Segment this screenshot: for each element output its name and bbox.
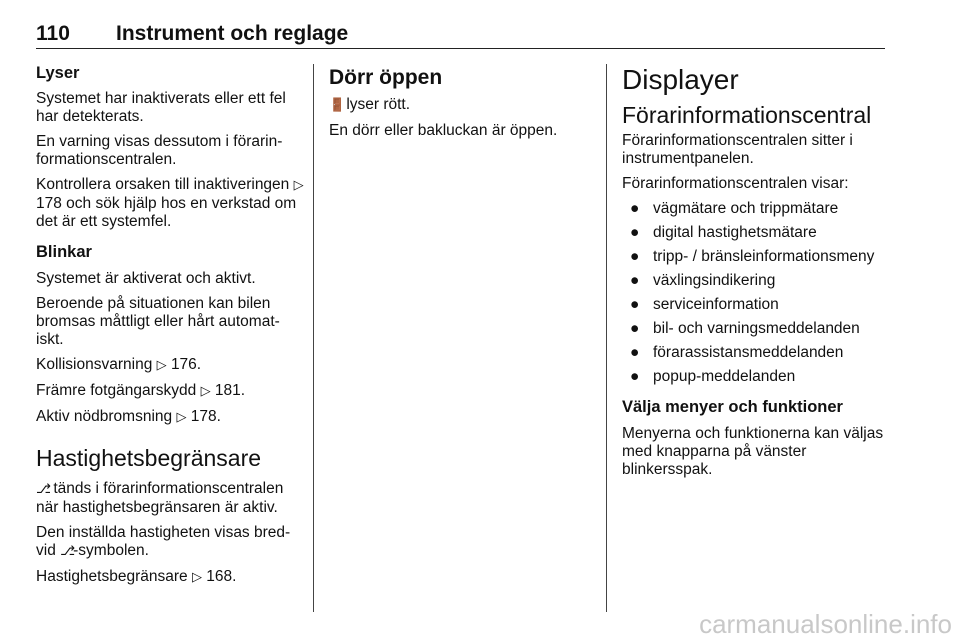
- list-item-text: tripp- / bränsleinformationsmeny: [653, 248, 875, 265]
- door-open-icon: 🚪: [329, 98, 346, 113]
- list-item: [622, 272, 888, 290]
- paragraph-text: Kontrollera orsaken till inaktiveringen: [36, 176, 290, 193]
- paragraph-text: -symbolen.: [73, 542, 149, 559]
- list-item: [622, 296, 888, 314]
- list-item: [622, 320, 888, 338]
- cross-reference: [36, 408, 306, 427]
- bullet-icon: ●: [630, 200, 640, 217]
- cross-reference: [36, 382, 306, 401]
- bullet-icon: ●: [630, 368, 640, 385]
- list-item-text: växlingsindikering: [653, 272, 776, 289]
- list-item-text: popup-meddelanden: [653, 368, 796, 385]
- reference-text: Främre fotgängarskydd: [36, 382, 197, 399]
- reference-page: 178.: [190, 408, 221, 425]
- paragraph-text: 178 och sök hjälp hos en verkstad om det är ett systemfel.: [36, 195, 297, 230]
- bullet-icon: ●: [630, 344, 640, 361]
- page-header: [36, 22, 885, 48]
- page-number: 110: [36, 22, 70, 45]
- reference-page: 168.: [206, 568, 237, 585]
- speed-limiter-icon: ⎇: [36, 482, 51, 497]
- list-item-text: digital hastighetsmätare: [653, 224, 817, 241]
- paragraph: Förarinformationscentralen visar:: [622, 175, 849, 192]
- cross-reference: [36, 568, 306, 587]
- list-item-text: serviceinformation: [653, 296, 779, 313]
- bullet-icon: ●: [630, 296, 640, 313]
- bullet-icon: ●: [630, 224, 640, 241]
- paragraph-text: tänds i förarinformationscentralen när hastighetsbegränsaren är aktiv.: [36, 480, 284, 516]
- column-divider: [606, 64, 607, 612]
- paragraph-text: Den inställda hastigheten visas bred-vid: [36, 524, 291, 559]
- list-item: [622, 344, 888, 362]
- column-left: [36, 64, 306, 594]
- section-heading-lyser: Lyser: [36, 64, 80, 82]
- list-item: [622, 200, 888, 218]
- reference-page: 181.: [214, 382, 246, 399]
- paragraph: En dörr eller bakluckan är öppen.: [329, 122, 558, 139]
- bullet-icon: ●: [630, 272, 640, 289]
- section-heading-blinkar: Blinkar: [36, 243, 92, 261]
- speed-limiter-icon: ⎇: [60, 544, 76, 559]
- section-heading-hastighetsbegransare: Hastighetsbegränsare: [36, 445, 262, 471]
- reference-text: Kollisionsvarning: [36, 356, 153, 373]
- paragraph: [329, 96, 595, 115]
- cross-reference: [36, 356, 306, 375]
- reference-text: Hastighetsbegränsare: [36, 568, 188, 585]
- list-item: [622, 248, 888, 266]
- page-ref-arrow-icon: ▷: [156, 358, 167, 373]
- reference-text: Aktiv nödbromsning: [36, 408, 173, 425]
- bullet-icon: ●: [630, 248, 640, 265]
- bullet-icon: ●: [630, 320, 640, 337]
- column-divider: [313, 64, 314, 612]
- section-heading-displayer: Displayer: [622, 64, 739, 95]
- column-middle: [329, 64, 595, 147]
- watermark: carmanualsonline.info: [699, 609, 952, 639]
- page-ref-arrow-icon: ▷: [191, 570, 202, 585]
- paragraph: Systemet är aktiverat och aktivt.: [36, 270, 256, 287]
- page-ref-arrow-icon: ▷: [200, 384, 211, 399]
- section-heading-valja-menyer: Välja menyer och funktioner: [622, 398, 843, 416]
- bullet-list: [622, 200, 888, 386]
- list-item-text: vägmätare och trippmätare: [653, 200, 839, 217]
- paragraph: [36, 524, 306, 561]
- list-item: [622, 224, 888, 242]
- paragraph: En varning visas dessutom i förarin-formationscentralen.: [36, 133, 283, 168]
- paragraph: Beroende på situationen kan bilen bromsas måttligt eller hårt automat-iskt.: [36, 295, 280, 348]
- paragraph-text: lyser rött.: [346, 96, 411, 113]
- section-subheading-forarinformationscentral: Förarinformationscentral: [622, 102, 872, 128]
- page-ref-arrow-icon: ▷: [176, 410, 187, 425]
- header-rule: [36, 48, 885, 49]
- reference-page: 176.: [170, 356, 202, 373]
- paragraph: Systemet har inaktiverats eller ett fel har detekterats.: [36, 90, 286, 125]
- paragraph: Förarinformationscentralen sitter i instrumentpanelen.: [622, 132, 853, 167]
- page-ref-arrow-icon: ▷: [293, 178, 304, 193]
- list-item-text: bil- och varningsmeddelanden: [653, 320, 860, 337]
- list-item: [622, 368, 888, 386]
- paragraph: Menyerna och funktionerna kan väljas med knapparna på vänster blinkersspak.: [622, 425, 884, 478]
- paragraph: [36, 176, 306, 231]
- chapter-title: Instrument och reglage: [116, 22, 349, 45]
- section-heading-dorr-oppen: Dörr öppen: [329, 66, 443, 89]
- column-right: [622, 64, 888, 486]
- paragraph: [36, 480, 306, 517]
- list-item-text: förarassistansmeddelanden: [653, 344, 844, 361]
